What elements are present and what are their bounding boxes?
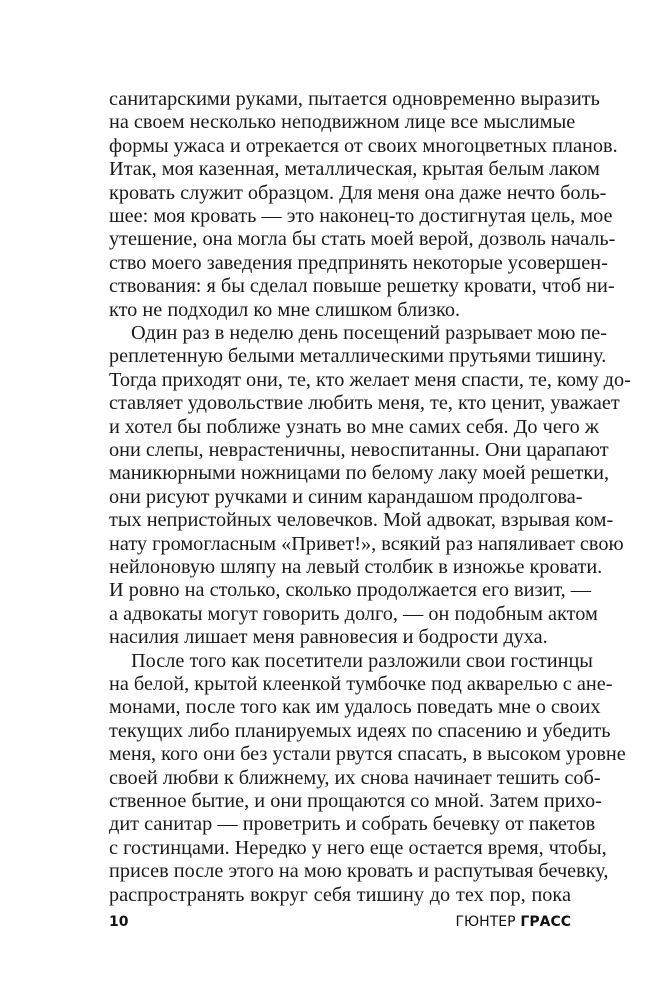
text-line: Итак, моя казенная, металлическая, крытая белым лаком <box>109 158 600 181</box>
text-line: ственное бытие, и они прощаются со мной. Затем прихо- <box>109 790 602 812</box>
text-line: присев после этого на мою кровать и распутывая бечевку, <box>109 860 609 883</box>
text-line: они рисуют ручками и синим карандашом продолгова- <box>109 485 583 508</box>
author-first-name: ГЮНТЕР <box>455 914 516 930</box>
text-line: а адвокаты могут говорить долго, — он подобным актом <box>109 602 598 625</box>
page-number: 10 <box>109 914 129 930</box>
text-line: распространять вокруг себя тишину до тех пор, пока <box>109 883 571 906</box>
text-line: дит санитар — проветрить и собрать бечевку от пакетов <box>109 813 596 836</box>
text-line: своей любви к ближнему, их снова начинает тешить соб- <box>109 766 601 789</box>
text-line: И ровно на столько, сколько продолжается его визит, — <box>109 579 592 602</box>
text-line: нейлоновую шляпу на левый столбик в изножье кровати. <box>109 556 603 578</box>
text-line: После того как посетители разложили свои гостинцы <box>131 649 593 672</box>
text-line: ствования: я бы сделал повыше решетку кровати, чтоб ни- <box>109 275 615 298</box>
text-line: они слепы, неврастеничны, невоспитанны. Они царапают <box>109 439 609 461</box>
text-line: тых непристойных человечков. Мой адвокат, взрывая ком- <box>109 509 614 532</box>
text-line: ство моего заведения предпринять некоторые усовершен- <box>109 251 608 274</box>
text-line: на белой, крытой клеенкой тумбочке под акварелью с ане- <box>109 673 613 695</box>
text-line: шее: моя кровать — это наконец-то достигнутая цель, мое <box>109 205 613 227</box>
text-line: меня, кого они без устали рвутся спасать, в высоком уровне <box>109 743 626 766</box>
running-footer-author <box>456 911 571 933</box>
text-line: насилия лишает меня равновесия и бодрости духа. <box>109 626 548 649</box>
text-line: формы ужаса и отрекается от своих многоцветных планов. <box>109 134 618 157</box>
text-line: монами, после того как им удалось поведать мне о своих <box>109 696 601 719</box>
text-line: ставляет удовольствие любить меня, те, кто ценит, уважает <box>109 392 620 415</box>
author-last-name: ГРАСС <box>520 914 571 930</box>
text-line: на своем несколько неподвижном лице все мыслимые <box>109 111 576 134</box>
text-line: маникюрными ножницами по белому лаку моей решетки, <box>109 462 610 485</box>
text-line: реплетенную белыми металлическими прутьями тишину. <box>109 345 607 368</box>
text-line: санитарскими руками, пытается одновременно выразить <box>109 88 600 110</box>
text-line: Тогда приходят они, те, кто желает меня спасти, те, кому до- <box>109 368 631 391</box>
text-line: и хотел бы поближе узнать во мне самих себя. До чего ж <box>109 415 599 438</box>
text-line: Один раз в неделю день посещений разрывает мою пе- <box>131 322 608 344</box>
text-line: кто не подходил ко мне слишком близко. <box>109 298 461 321</box>
text-line: текущих либо планируемых идеях по спасению и убедить <box>109 719 611 742</box>
text-line: кровать служит образцом. Для меня она даже нечто боль- <box>109 181 607 204</box>
text-line: утешение, она могла бы стать моей верой, дозволь началь- <box>109 228 616 251</box>
text-line: нату громогласным «Привет!», всякий раз напяливает свою <box>109 532 624 555</box>
text-line: с гостинцами. Нередко у него еще остается время, чтобы, <box>109 836 607 859</box>
